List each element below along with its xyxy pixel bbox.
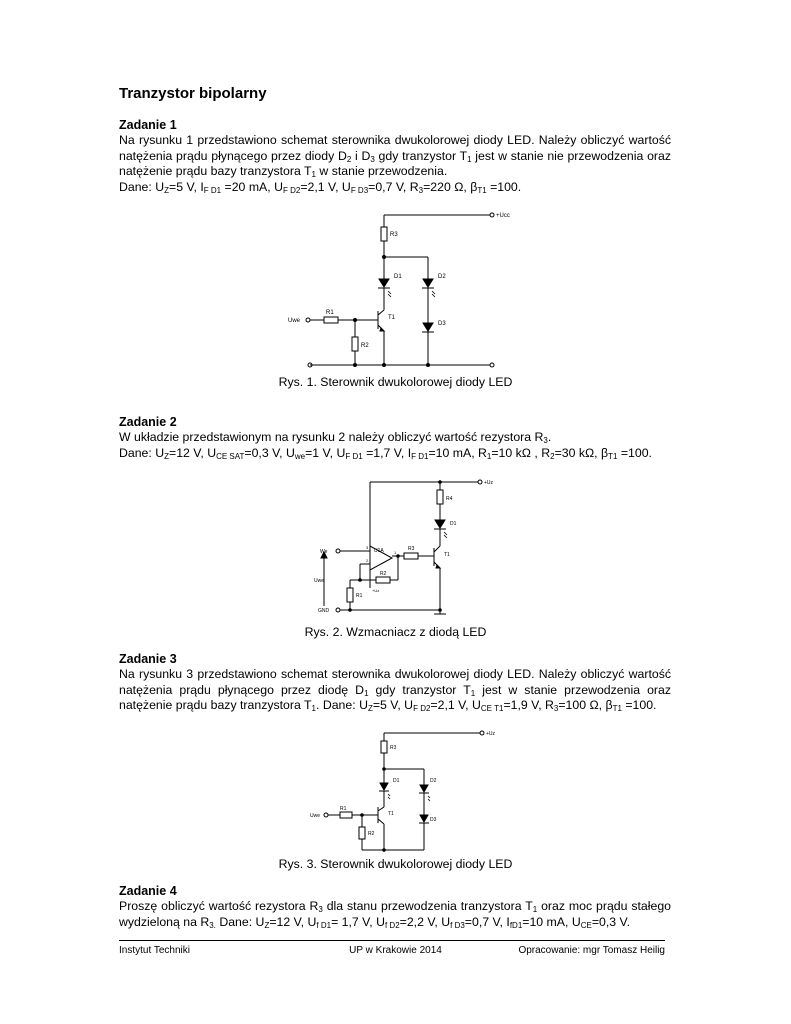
task-2-line-1: W układzie przedstawionym na rysunku 2 należy obliczyć wartość rezystora $R_3$. xyxy=(119,430,552,445)
fig3-label-ucc: +Uz xyxy=(486,731,496,737)
task-1-line-2: natężenia prądu płynącego przez diody $D_2$ i $D_3$ gdy tranzystor $T_1$ jest w stanie nie przewodzenia oraz xyxy=(119,148,671,164)
task-3-line-1: Na rysunku 3 przedstawiono schemat sterownika dwukolorowej diody LED. Należy obliczyć wartość xyxy=(119,667,671,681)
fig3-label-d3: D3 xyxy=(430,817,437,823)
fig2-label-pin3: 3 xyxy=(366,545,369,550)
task-2-text xyxy=(119,430,671,461)
fig1-label-t1: T1 xyxy=(388,315,396,321)
fig1-label-uwe: Uwe xyxy=(288,318,301,324)
fig1-label-r1: R1 xyxy=(326,310,334,316)
fig2-label-r2: R2 xyxy=(380,571,387,577)
footer-right: Opracowanie: mgr Tomasz Heilig xyxy=(518,945,665,956)
figure-3-caption: Rys. 3. Sterownik dwukolorowej diody LED xyxy=(278,857,513,871)
fig1-label-d2: D2 xyxy=(438,274,446,280)
fig2-label-r1: R1 xyxy=(356,593,363,599)
task-4-heading: Zadanie 4 xyxy=(119,884,177,898)
fig2-label-r3: R3 xyxy=(408,546,415,552)
task-1-heading: Zadanie 1 xyxy=(119,118,177,132)
task-1-given: Dane: $U_Z=5$ V, $I_{F D1} =20$ mA, $U_{F D2}=2,1$ V, $U_{F D3}=0,7$ V, $R_3=220$ Ω, $\beta_{T1} =100$. xyxy=(119,179,522,195)
fig3-label-t1: T1 xyxy=(388,811,394,817)
task-3-line-2: natężenia prądu płynącego przez diodę $D_1$ gdy tranzystor $T_1$ jest w stanie przewodzenia oraz xyxy=(119,682,671,698)
fig2-label-we: We xyxy=(320,549,328,555)
fig2-label-ucc: +Uz xyxy=(484,480,494,486)
task-2-heading: Zadanie 2 xyxy=(119,415,177,429)
task-3-heading: Zadanie 3 xyxy=(119,652,177,666)
task-1-text xyxy=(119,133,671,195)
fig1-label-r2: R2 xyxy=(361,343,369,349)
footer-center: UP w Krakowie 2014 xyxy=(349,945,442,956)
figure-2-caption: Rys. 2. Wzmacniacz z diodą LED xyxy=(304,625,487,639)
fig3-label-r3: R3 xyxy=(390,745,397,751)
task-3-line-3: natężenie prądu bazy tranzystora $T_1$. Dane: $U_Z=5$ V, $U_{F D2}=2,1$ V, $U_{CE T1}=1,9$ V, $R_3=100$ Ω, $\beta_{T1} =100$. xyxy=(119,698,657,713)
task-1-line-1: Na rysunku 1 przedstawiono schemat sterownika dwukolorowej diody LED. Należy obliczyć wartość xyxy=(119,133,671,147)
fig2-label-uwe: Uwe xyxy=(314,578,325,584)
fig1-label-ucc: +Ucc xyxy=(496,213,510,219)
figure-1-caption: Rys. 1. Sterownik dwukolorowej diody LED xyxy=(278,375,513,389)
fig3-label-uwe: Uwe xyxy=(310,813,321,819)
task-3-text xyxy=(119,667,671,714)
task-4-line-2: wydzieloną na $R_{3.}$ Dane: $U_Z=12$ V, $U_{f D1}= 1,7$ V, $U_{f D2}=2,2$ V, $U_{f D3}=0,7$ V, $I_{fD1}=10$ mA, $U_{CE}=0,3$ V. xyxy=(119,914,631,930)
fig1-label-d1: D1 xyxy=(394,274,402,280)
footer-rule xyxy=(119,940,665,941)
task-1-line-3: natężenie prądu bazy tranzystora $T_1$ w stanie przewodzenia. xyxy=(119,164,448,179)
fig2-label-d1: D1 xyxy=(450,521,457,527)
fig1-label-d3: D3 xyxy=(438,321,446,327)
fig2-label-t1: T1 xyxy=(444,552,450,558)
fig2-label-u1a: U1A xyxy=(374,548,384,554)
footer-left: Instytut Techniki xyxy=(119,945,190,956)
fig3-label-r2: R2 xyxy=(368,831,375,837)
fig2-label-r4: R4 xyxy=(446,496,453,502)
fig2-label-pin1: 1 xyxy=(394,550,397,555)
fig2-label-pin2: 2 xyxy=(366,558,369,563)
page-title: Tranzystor bipolarny xyxy=(119,85,267,102)
task-2-given: Dane: $U_Z=12$ V, $U_{CE SAT}=0,3$ V, $U_{we}=1$ V, $U_{F D1} =1,7$ V, $I_{F D1}=10$ mA, $R_1=10$ kΩ , $R_2=30$ kΩ, $\beta_{T1} =100$. xyxy=(119,445,652,461)
fig3-label-d1: D1 xyxy=(393,778,400,784)
fig3-label-d2: D2 xyxy=(430,778,437,784)
figure-2-schematic xyxy=(310,476,494,621)
figure-1-schematic xyxy=(280,205,520,375)
fig2-label-supply: +Uz xyxy=(372,588,380,593)
figure-3-schematic xyxy=(300,725,500,855)
task-4-line-1: Proszę obliczyć wartość rezystora $R_3$ dla stanu przewodzenia tranzystora $T_1$ oraz moc prądu stałego xyxy=(119,899,671,914)
fig2-label-gnd: GND xyxy=(318,608,330,614)
fig3-label-r1: R1 xyxy=(340,806,347,812)
task-4-text xyxy=(119,899,671,930)
fig1-label-r3: R3 xyxy=(390,232,398,238)
